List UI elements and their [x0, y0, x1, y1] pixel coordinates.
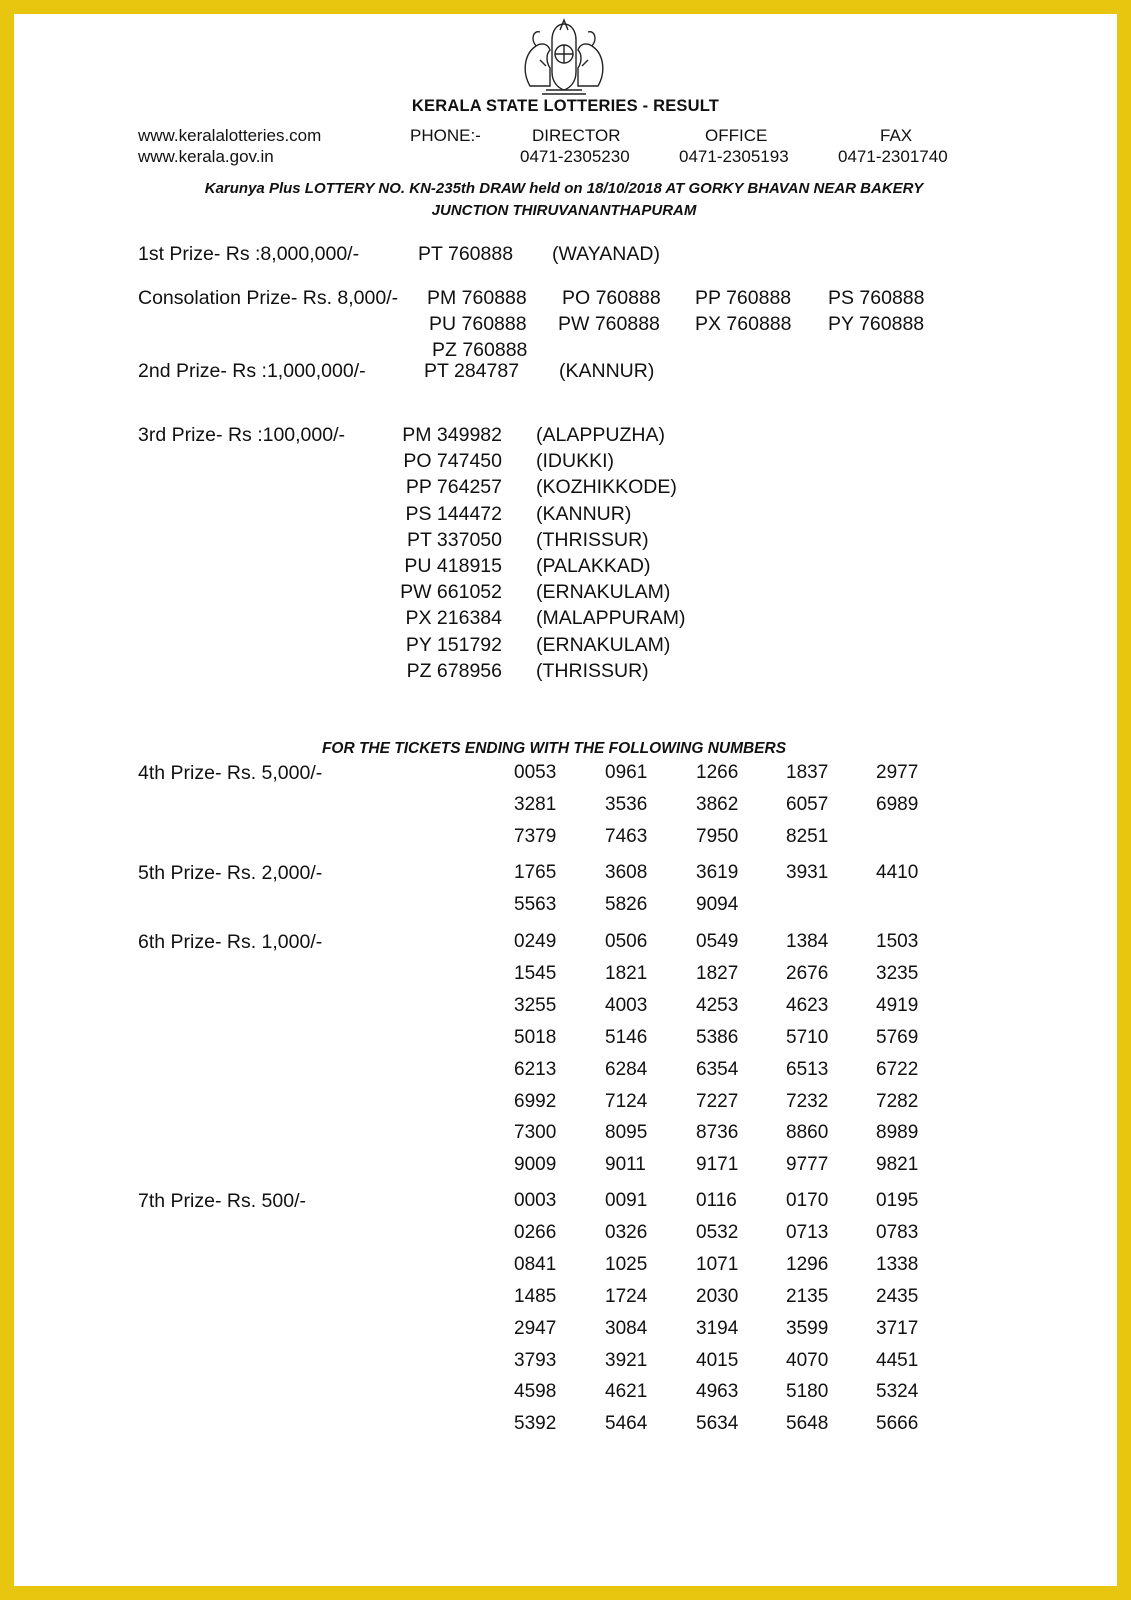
- ticket-ending-number: 4451: [876, 1349, 919, 1371]
- ticket-ending-number: 0266: [514, 1221, 557, 1243]
- office-phone: 0471-2305193: [679, 147, 789, 166]
- ticket-ending-number: 4253: [696, 994, 739, 1016]
- ticket-ending-number: 3194: [696, 1317, 739, 1339]
- consolation-ticket: PU 760888: [429, 313, 527, 335]
- ticket-ending-number: 1545: [514, 962, 557, 984]
- ticket-ending-number: 5464: [605, 1413, 648, 1435]
- ticket-ending-number: 0783: [876, 1221, 919, 1243]
- ticket-ending-number: 0506: [605, 931, 648, 952]
- kerala-emblem-icon: [516, 16, 612, 96]
- ticket-ending-number: 9171: [696, 1154, 739, 1176]
- ticket-ending-number: 8736: [696, 1122, 739, 1144]
- ticket-ending-number: 4623: [786, 994, 829, 1016]
- ticket-ending-number: 1503: [876, 931, 919, 952]
- ticket-ending-number: 0961: [605, 762, 648, 783]
- ticket-ending-number: 0091: [605, 1190, 648, 1211]
- ticket-ending-number: 1724: [605, 1285, 648, 1307]
- ticket-ending-number: 3921: [605, 1349, 648, 1371]
- ticket-ending-number: 1296: [786, 1253, 829, 1275]
- consolation-ticket: PW 760888: [558, 313, 660, 335]
- ticket-ending-number: 0195: [876, 1190, 919, 1211]
- ticket-ending-number: 5018: [514, 1026, 557, 1048]
- ticket-ending-number: 4621: [605, 1381, 648, 1403]
- consolation-ticket: PY 760888: [828, 313, 925, 335]
- first-prize-label: 1st Prize- Rs :8,000,000/-: [138, 243, 360, 265]
- consolation-ticket: PS 760888: [828, 287, 925, 309]
- ticket-ending-number: 0116: [696, 1190, 737, 1211]
- third-prize-place: (ERNAKULAM): [536, 633, 671, 656]
- ticket-ending-number: 6354: [696, 1058, 739, 1080]
- ticket-ending-number: 6213: [514, 1058, 557, 1080]
- ticket-ending-number: 5563: [514, 893, 557, 915]
- ticket-ending-number: 5392: [514, 1413, 557, 1435]
- ticket-ending-number: 8251: [786, 825, 829, 847]
- consolation-prize-label: Consolation Prize- Rs. 8,000/-: [138, 287, 399, 309]
- second-prize-label: 2nd Prize- Rs :1,000,000/-: [138, 360, 366, 382]
- third-prize-ticket: PO 747450: [403, 450, 502, 473]
- third-prize-ticket: PY 151792: [405, 633, 502, 656]
- ticket-ending-number: 2676: [786, 962, 829, 984]
- ticket-ending-number: 4003: [605, 994, 648, 1016]
- third-prize-place: (KANNUR): [536, 502, 632, 525]
- third-prize-ticket: PP 764257: [405, 476, 502, 499]
- ticket-ending-number: 3717: [876, 1317, 919, 1339]
- website-link-1[interactable]: www.keralalotteries.com: [138, 126, 322, 145]
- first-prize-ticket: PT 760888: [418, 243, 514, 265]
- ticket-ending-number: 3619: [696, 862, 739, 883]
- ticket-ending-number: 9094: [696, 893, 739, 915]
- ticket-ending-number: 7950: [696, 825, 739, 847]
- third-prize-ticket: PM 349982: [402, 424, 502, 446]
- third-prize-place: (KOZHIKKODE): [536, 476, 677, 499]
- ticket-ending-number: 3084: [605, 1317, 648, 1339]
- ticket-ending-number: 1827: [696, 962, 739, 984]
- ticket-ending-number: 5648: [786, 1413, 829, 1435]
- ticket-ending-number: 3599: [786, 1317, 829, 1339]
- ticket-ending-number: 0549: [696, 931, 739, 952]
- third-prize-place: (ERNAKULAM): [536, 581, 671, 604]
- ticket-ending-number: 9011: [605, 1154, 646, 1176]
- third-prize-place: (PALAKKAD): [536, 555, 651, 577]
- ticket-ending-number: 7282: [876, 1090, 919, 1112]
- fax-phone: 0471-2301740: [838, 147, 948, 166]
- first-prize-place: (WAYANAD): [552, 243, 660, 265]
- ticket-ending-number: 5666: [876, 1413, 919, 1435]
- ticket-ending-number: 8860: [786, 1122, 829, 1144]
- third-prize-place: (ALAPPUZHA): [536, 424, 665, 446]
- ticket-ending-number: 7463: [605, 825, 648, 847]
- ticket-ending-number: 1485: [514, 1285, 557, 1307]
- ticket-ending-number: 4015: [696, 1349, 739, 1371]
- ticket-ending-number: 0326: [605, 1221, 648, 1243]
- second-prize-place: (KANNUR): [559, 360, 655, 382]
- sixth-prize-label: 6th Prize- Rs. 1,000/-: [138, 931, 323, 953]
- ticket-ending-number: 3931: [786, 862, 829, 883]
- ticket-ending-number: 6057: [786, 793, 829, 815]
- ticket-ending-number: 3255: [514, 994, 557, 1016]
- ticket-ending-number: 4598: [514, 1381, 557, 1403]
- director-phone: 0471-2305230: [520, 147, 630, 166]
- ticket-ending-number: 5634: [696, 1413, 739, 1435]
- ticket-ending-number: 0249: [514, 931, 557, 952]
- ticket-ending-number: 1338: [876, 1253, 919, 1275]
- ticket-ending-number: 3536: [605, 793, 648, 815]
- third-prize-place: (THRISSUR): [536, 528, 649, 551]
- website-link-2[interactable]: www.kerala.gov.in: [138, 147, 274, 166]
- fax-label: FAX: [880, 126, 913, 145]
- third-prize-ticket: PX 216384: [405, 607, 502, 630]
- ticket-ending-number: 6989: [876, 793, 919, 815]
- ticket-ending-number: 8095: [605, 1122, 648, 1144]
- phone-label: PHONE:-: [410, 126, 481, 145]
- ticket-ending-number: 1765: [514, 862, 557, 883]
- ticket-ending-number: 7227: [696, 1090, 739, 1112]
- third-prize-ticket: PU 418915: [404, 555, 502, 577]
- ticket-ending-number: 7124: [605, 1090, 648, 1112]
- ticket-ending-number: 4410: [876, 862, 919, 883]
- ticket-ending-number: 5146: [605, 1026, 648, 1048]
- ticket-ending-number: 5324: [876, 1381, 919, 1403]
- ticket-ending-number: 9777: [786, 1154, 829, 1176]
- ticket-ending-number: 6284: [605, 1058, 648, 1080]
- ticket-ending-number: 7379: [514, 825, 557, 847]
- ticket-ending-number: 3281: [514, 793, 557, 815]
- ticket-ending-number: 2947: [514, 1317, 557, 1339]
- ticket-ending-number: 3235: [876, 962, 919, 984]
- ticket-ending-number: 0841: [514, 1253, 557, 1275]
- ticket-ending-number: 8989: [876, 1122, 919, 1144]
- fourth-prize-label: 4th Prize- Rs. 5,000/-: [138, 762, 323, 784]
- ticket-ending-number: 0532: [696, 1221, 739, 1243]
- ticket-ending-number: 3608: [605, 862, 648, 883]
- third-prize-place: (THRISSUR): [536, 659, 649, 682]
- ticket-ending-number: 3793: [514, 1349, 557, 1371]
- consolation-ticket: PP 760888: [695, 287, 792, 309]
- office-label: OFFICE: [705, 126, 768, 145]
- ticket-ending-number: 1384: [786, 931, 829, 952]
- ticket-ending-number: 5826: [605, 893, 648, 915]
- page-title: KERALA STATE LOTTERIES - RESULT: [411, 97, 720, 115]
- ticket-ending-number: 6992: [514, 1090, 557, 1112]
- third-prize-ticket: PT 337050: [406, 528, 502, 551]
- seventh-prize-label: 7th Prize- Rs. 500/-: [138, 1190, 306, 1212]
- ticket-ending-number: 3862: [696, 793, 739, 815]
- consolation-ticket: PZ 760888: [432, 339, 528, 361]
- ticket-ending-number: 2135: [786, 1285, 829, 1307]
- ticket-ending-number: 6722: [876, 1058, 919, 1080]
- draw-info-line-1: Karunya Plus LOTTERY NO. KN-235th DRAW held on 18/10/2018 AT GORKY BHAVAN NEAR BAKERY: [204, 180, 924, 197]
- ticket-ending-number: 4919: [876, 994, 919, 1016]
- ticket-ending-number: 0713: [786, 1221, 829, 1243]
- consolation-ticket: PM 760888: [427, 287, 527, 309]
- ticket-ending-number: 1837: [786, 762, 829, 783]
- third-prize-ticket: PS 144472: [405, 502, 502, 525]
- third-prize-label: 3rd Prize- Rs :100,000/-: [138, 424, 346, 446]
- fifth-prize-label: 5th Prize- Rs. 2,000/-: [138, 862, 323, 884]
- ticket-ending-number: 5769: [876, 1026, 919, 1048]
- ticket-ending-number: 4070: [786, 1349, 829, 1371]
- consolation-ticket: PO 760888: [562, 287, 661, 309]
- ticket-ending-number: 7232: [786, 1090, 829, 1112]
- ticket-ending-number: 0003: [514, 1190, 557, 1211]
- consolation-ticket: PX 760888: [695, 313, 792, 335]
- endings-heading: FOR THE TICKETS ENDING WITH THE FOLLOWING NUMBERS: [321, 740, 787, 757]
- ticket-ending-number: 5710: [786, 1026, 829, 1048]
- ticket-ending-number: 5386: [696, 1026, 739, 1048]
- third-prize-place: (IDUKKI): [536, 450, 614, 473]
- ticket-ending-number: 6513: [786, 1058, 829, 1080]
- ticket-ending-number: 2435: [876, 1285, 919, 1307]
- ticket-ending-number: 0170: [786, 1190, 829, 1211]
- ticket-ending-number: 1071: [696, 1253, 739, 1275]
- third-prize-ticket: PW 661052: [400, 581, 502, 604]
- ticket-ending-number: 1025: [605, 1253, 648, 1275]
- director-label: DIRECTOR: [532, 126, 621, 145]
- ticket-ending-number: 1266: [696, 762, 739, 783]
- ticket-ending-number: 5180: [786, 1381, 829, 1403]
- ticket-ending-number: 2977: [876, 762, 919, 783]
- draw-info-line-2: JUNCTION THIRUVANANTHAPURAM: [431, 202, 697, 219]
- result-sheet: [14, 14, 1117, 1586]
- ticket-ending-number: 4963: [696, 1381, 739, 1403]
- ticket-ending-number: 2030: [696, 1285, 739, 1307]
- third-prize-ticket: PZ 678956: [406, 659, 502, 682]
- ticket-ending-number: 0053: [514, 762, 557, 783]
- ticket-ending-number: 9821: [876, 1154, 919, 1176]
- third-prize-place: (MALAPPURAM): [536, 607, 686, 630]
- ticket-ending-number: 9009: [514, 1154, 557, 1176]
- second-prize-ticket: PT 284787: [424, 360, 520, 382]
- ticket-ending-number: 7300: [514, 1122, 557, 1144]
- ticket-ending-number: 1821: [605, 962, 648, 984]
